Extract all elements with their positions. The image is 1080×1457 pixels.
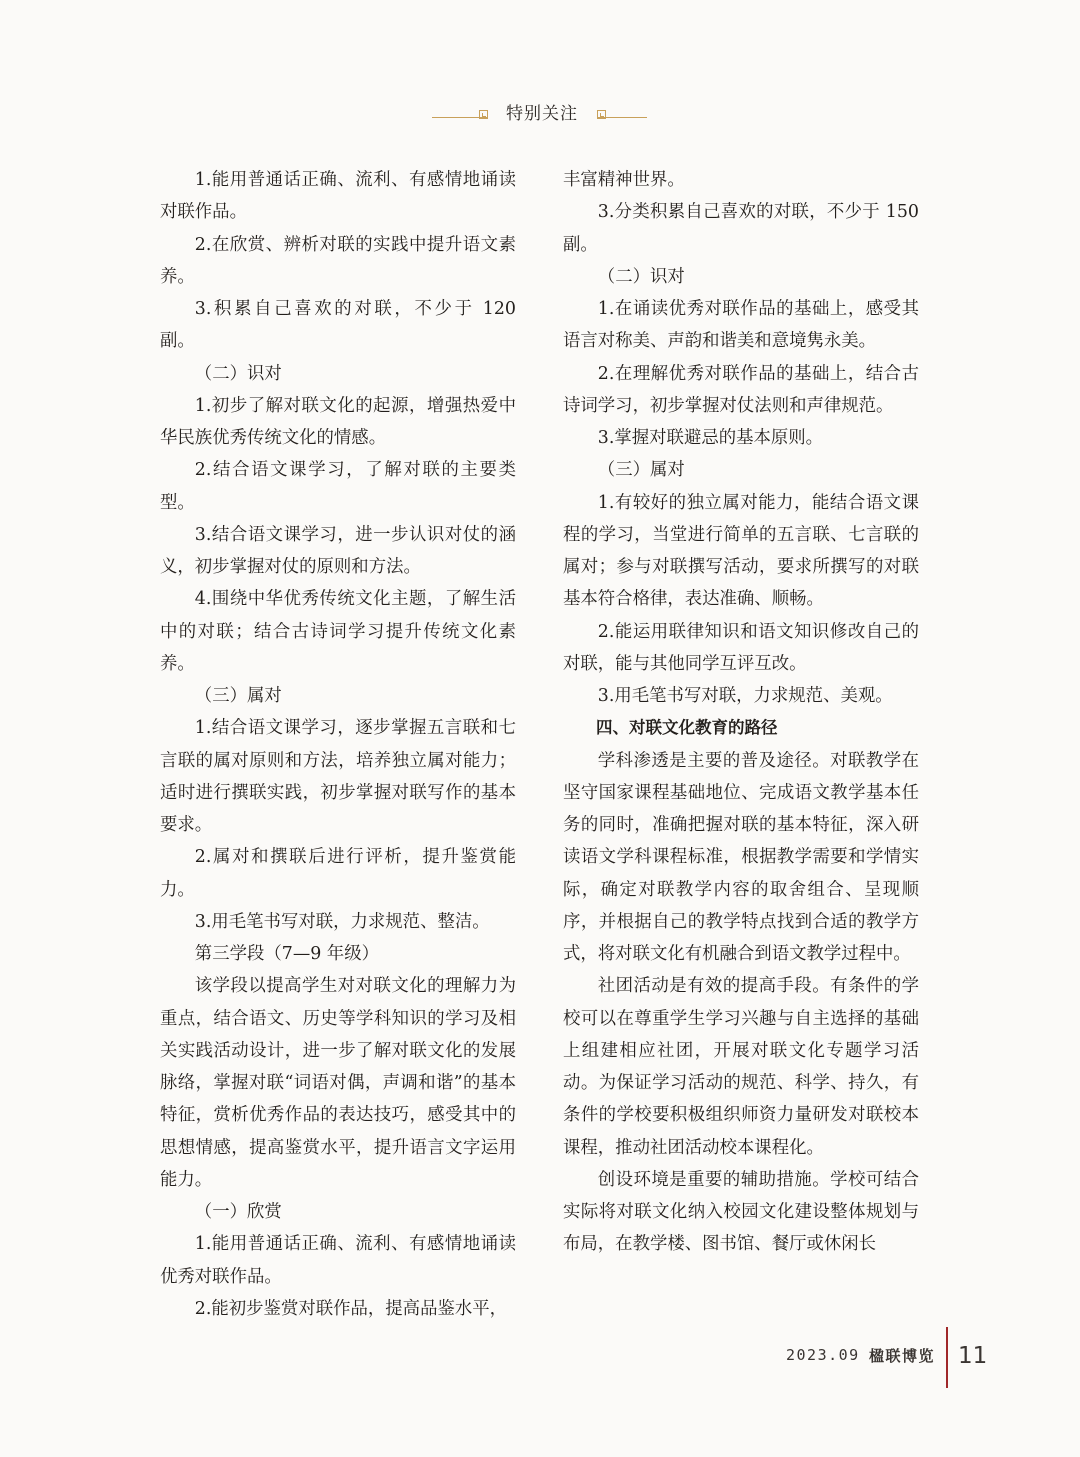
paragraph: 1.能用普通话正确、流利、有感情地诵读对联作品。 — [160, 170, 516, 223]
section-heading: 四、对联文化教育的路径 — [596, 718, 778, 738]
paragraph: 社团活动是有效的提高手段。有条件的学校可以在尊重学生学习兴趣与自主选择的基础上组建相应社团，开展对联文化专题学习活动。为保证学习活动的规范、科学、持久，有条件的学校要积极组织师资力量研发对联校本课程，推动社团活动校本课程化。 — [563, 976, 919, 1158]
paragraph: 1.有较好的独立属对能力，能结合语文课程的学习，当堂进行简单的五言联、七言联的属对；参与对联撰写活动，要求所撰写的对联基本符合格律，表达准确、顺畅。 — [563, 492, 919, 610]
paragraph: 2.结合语文课学习，了解对联的主要类型。 — [160, 460, 516, 513]
paragraph: （二）识对 — [597, 266, 685, 287]
paragraph: 创设环境是重要的辅助措施。学校可结合实际将对联文化纳入校园文化建设整体规划与布局，在教学楼、图书馆、餐厅或休闲长 — [563, 1169, 919, 1255]
footer-divider — [946, 1327, 948, 1388]
paragraph: （二）识对 — [194, 363, 282, 384]
paragraph: 丰富精神世界。 — [563, 170, 685, 190]
paragraph: 3.掌握对联避忌的基本原则。 — [597, 428, 824, 448]
paragraph: 3.积累自己喜欢的对联，不少于 120 副。 — [160, 299, 516, 352]
header-ornament-left-icon — [479, 110, 488, 119]
paragraph: 该学段以提高学生对对联文化的理解力为重点，结合语文、历史等学科知识的学习及相关实践活动设计，进一步了解对联文化的发展脉络，掌握对联“词语对偶，声调和谐”的基本特征，赏析优秀作品的表达技巧，感受其中的思想情感，提高鉴赏水平，提升语言文字运用能力。 — [160, 976, 516, 1190]
paragraph: 1.在诵读优秀对联作品的基础上，感受其语言对称美、声韵和谐美和意境隽永美。 — [563, 299, 919, 352]
page-header — [0, 98, 1080, 128]
paragraph: 2.在理解优秀对联作品的基础上，结合古诗词学习，初步掌握对仗法则和声律规范。 — [563, 363, 919, 416]
right-text-column — [563, 164, 919, 1261]
header-rule-right — [597, 117, 647, 118]
paragraph: 1.初步了解对联文化的起源，增强热爱中华民族优秀传统文化的情感。 — [160, 395, 516, 448]
paragraph: 2.在欣赏、辨析对联的实践中提升语文素养。 — [160, 234, 516, 287]
paragraph: 第三学段（7—9 年级） — [194, 944, 379, 964]
issue-date: 2023.09 — [786, 1346, 860, 1364]
paragraph: （三）属对 — [194, 686, 282, 706]
paragraph: 2.能初步鉴赏对联作品，提高品鉴水平， — [194, 1298, 508, 1319]
paragraph: 1.结合语文课学习，逐步掌握五言联和七言联的属对原则和方法，培养独立属对能力；适时进行撰联实践，初步掌握对联写作的基本要求。 — [160, 718, 516, 835]
paragraph: （三）属对 — [597, 460, 685, 481]
left-text-column — [160, 164, 516, 1325]
paragraph: 3.用毛笔书写对联，力求规范、整洁。 — [194, 911, 490, 932]
paragraph: 4.围绕中华优秀传统文化主题，了解生活中的对联；结合古诗词学习提升传统文化素养。 — [160, 589, 516, 674]
paragraph: （一）欣赏 — [194, 1202, 282, 1222]
paragraph: 3.结合语文课学习，进一步认识对仗的涵义，初步掌握对仗的原则和方法。 — [160, 524, 516, 577]
page-number: 11 — [958, 1343, 988, 1369]
paragraph: 3.用毛笔书写对联，力求规范、美观。 — [597, 686, 893, 706]
magazine-name: 楹联博览 — [869, 1347, 936, 1365]
paragraph: 2.能运用联律知识和语文知识修改自己的对联，能与其他同学互评互改。 — [563, 621, 919, 674]
section-title: 特别关注 — [506, 104, 578, 124]
paragraph: 3.分类积累自己喜欢的对联，不少于 150 副。 — [563, 202, 919, 255]
paragraph: 1.能用普通话正确、流利、有感情地诵读优秀对联作品。 — [160, 1234, 516, 1287]
paragraph: 学科渗透是主要的普及途径。对联教学在坚守国家课程基础地位、完成语文教学基本任务的同时，准确把握对联的基本特征，深入研读语文学科课程标准，根据教学需要和学情实际，确定对联教学内容的取舍组合、呈现顺序，并根据自己的教学特点找到合适的教学方式，将对联文化有机融合到语文教学过程中。 — [563, 750, 919, 964]
paragraph: 2.属对和撰联后进行评析，提升鉴赏能力。 — [160, 847, 516, 900]
